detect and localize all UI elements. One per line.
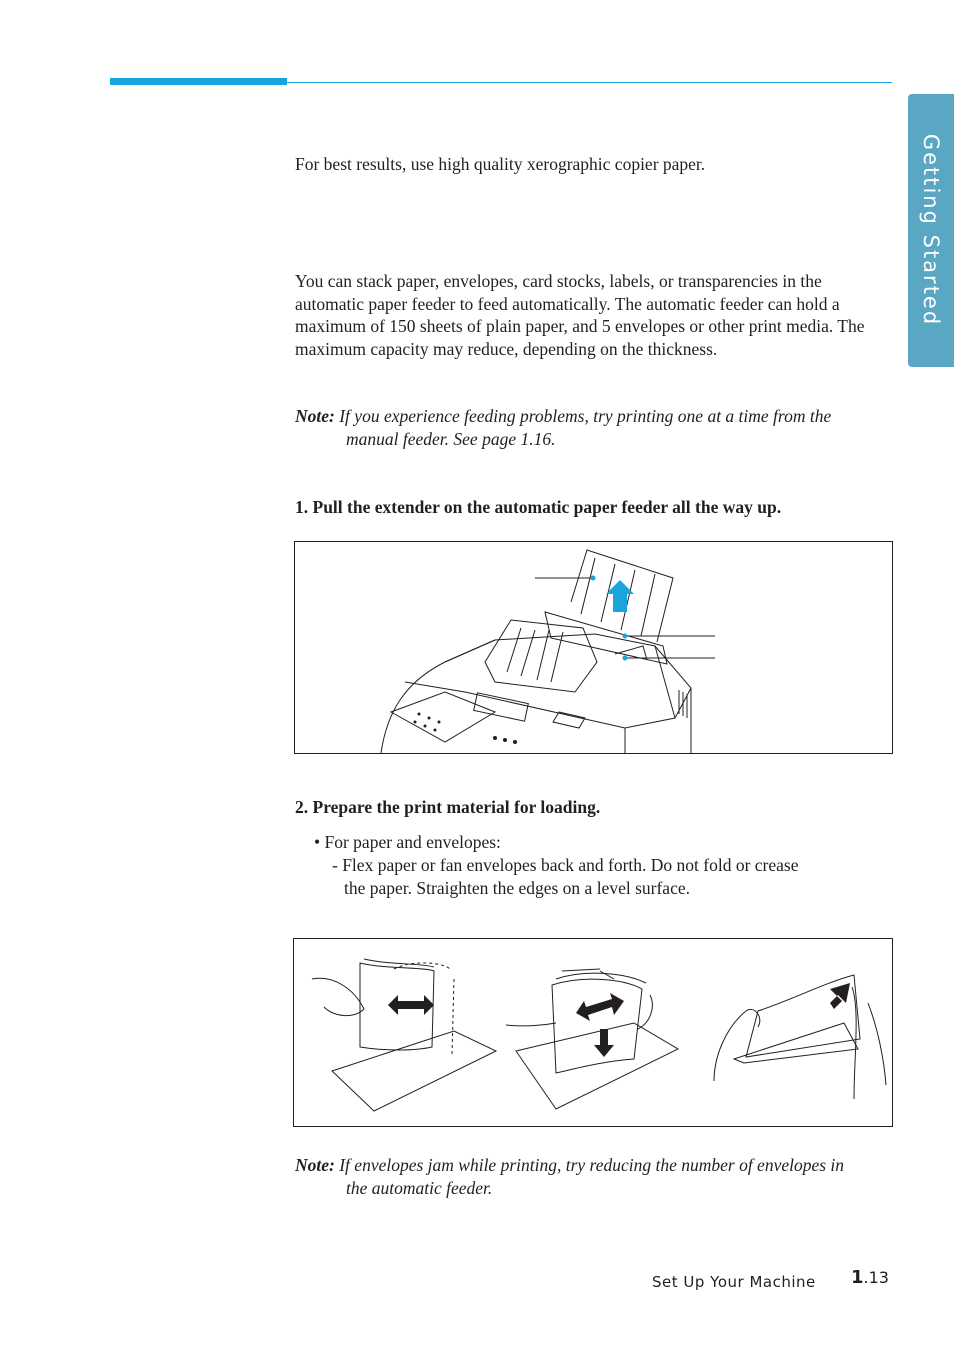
paper-flex-illustration <box>293 938 893 1127</box>
header-rule-thick <box>110 78 287 85</box>
chapter-side-tab-label: Getting Started <box>919 133 943 327</box>
bullet-paper-envelopes: • For paper and envelopes: <box>314 832 501 852</box>
chapter-number: 1 <box>851 1267 864 1288</box>
note-label: Note: <box>295 406 335 426</box>
step-1-heading: 1. Pull the extender on the automatic paper feeder all the way up. <box>295 497 782 517</box>
fax-machine-drawing <box>295 542 894 755</box>
page-suffix: .13 <box>863 1268 889 1287</box>
flex-instruction-line: - Flex paper or fan envelopes back and forth. Do not fold or crease <box>332 855 799 875</box>
step-2-heading: 2. Prepare the print material for loading. <box>295 797 601 817</box>
flex-instruction-line: the paper. Straighten the edges on a level surface. <box>344 877 690 898</box>
intro-paragraph: For best results, use high quality xerographic copier paper. <box>295 154 706 174</box>
footer-section-title: Set Up Your Machine <box>652 1273 816 1291</box>
header-rule-thin <box>287 82 892 83</box>
flex-instruction <box>332 854 892 899</box>
note-envelopes <box>295 1154 895 1199</box>
hands-flexing-paper-drawing <box>294 939 894 1128</box>
chapter-side-tab[interactable] <box>908 94 954 367</box>
note-line: If envelopes jam while printing, try reducing the number of envelopes in <box>339 1155 845 1175</box>
note-line: manual feeder. See page 1.16. <box>346 428 556 449</box>
note-line: If you experience feeding problems, try printing one at a time from the <box>339 406 832 426</box>
note-feeding <box>295 405 895 450</box>
note-label: Note: <box>295 1155 335 1175</box>
feeder-extender-illustration <box>294 541 893 754</box>
feeder-paragraph: You can stack paper, envelopes, card stocks, labels, or transparencies in the automatic paper feeder to feed automatically. The automatic feeder can hold a maximum of 150 sheets of plain paper, and 5 envelopes or other print media. The maximum capacity may reduce, depending on the thickness. <box>295 271 865 359</box>
note-line: the automatic feeder. <box>346 1177 493 1198</box>
page-number <box>851 1267 889 1288</box>
